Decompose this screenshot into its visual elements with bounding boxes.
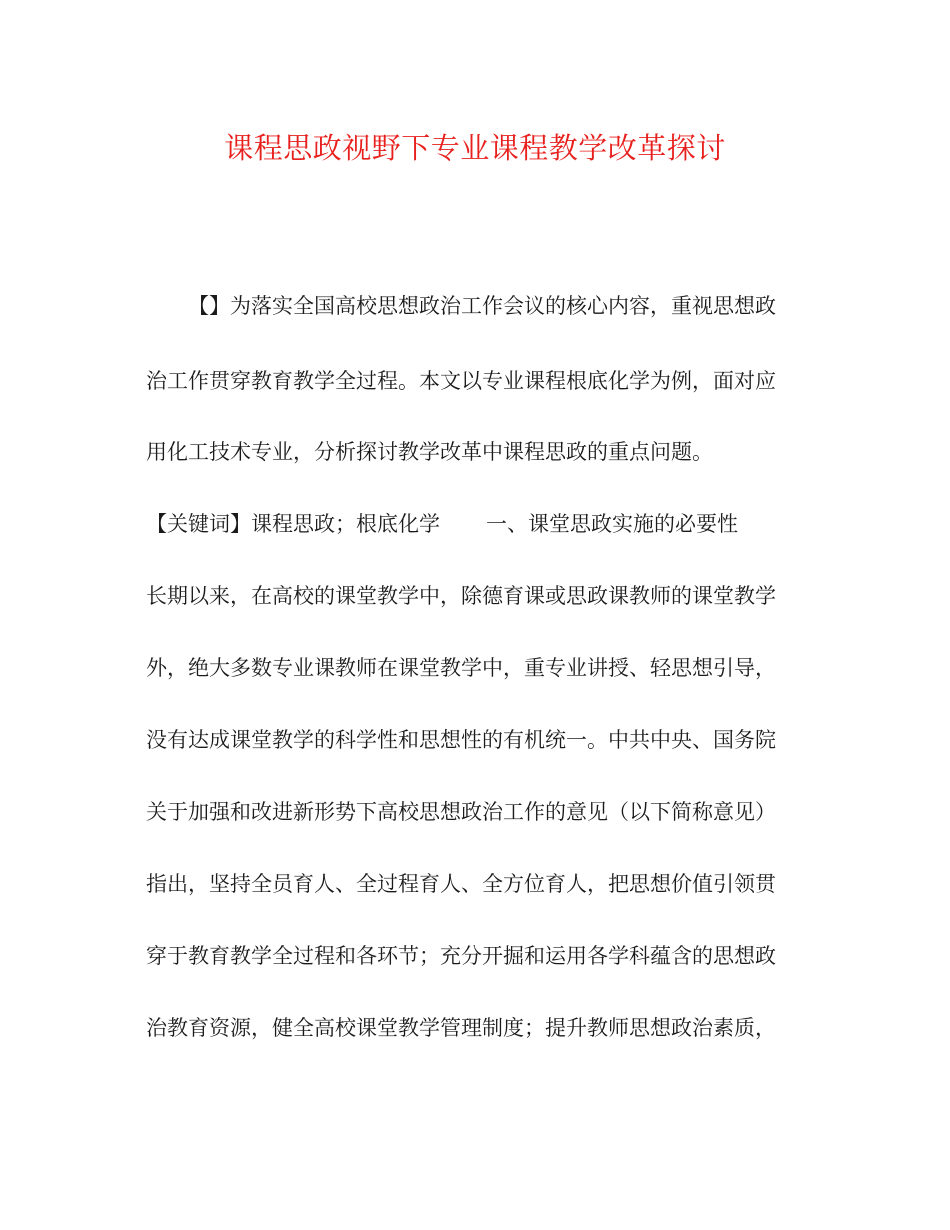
section-heading: 一、课堂思政实施的必要性 [486, 512, 738, 536]
document-title: 课程思政视野下专业课程教学改革探讨 [224, 131, 726, 165]
body-line-4: 关于加强和改进新形势下高校思想政治工作的意见（以下简称意见） [146, 800, 776, 824]
body-line-3: 没有达成课堂教学的科学性和思想性的有机统一。中共中央、国务院 [146, 728, 776, 752]
body-line-1: 长期以来，在高校的课堂教学中，除德育课或思政课教师的课堂教学 [146, 584, 776, 608]
body-line-5: 指出，坚持全员育人、全过程育人、全方位育人，把思想价值引领贯 [146, 872, 776, 896]
keywords-text: 【关键词】课程思政；根底化学 [146, 512, 440, 536]
body-line-6: 穿于教育教学全过程和各环节；充分开掘和运用各学科蕴含的思想政 [146, 944, 776, 968]
keywords-row [146, 509, 806, 539]
body-line-7: 治教育资源，健全高校课堂教学管理制度；提升教师思想政治素质， [146, 1016, 776, 1040]
abstract-line-2: 治工作贯穿教育教学全过程。本文以专业课程根底化学为例，面对应 [146, 369, 776, 393]
body-line-2: 外，绝大多数专业课教师在课堂教学中，重专业讲授、轻思想引导， [146, 656, 776, 680]
abstract-line-3: 用化工技术专业，分析探讨教学改革中课程思政的重点问题。 [146, 440, 713, 464]
abstract-line-1: 【】为落实全国高校思想政治工作会议的核心内容，重视思想政 [188, 294, 776, 318]
